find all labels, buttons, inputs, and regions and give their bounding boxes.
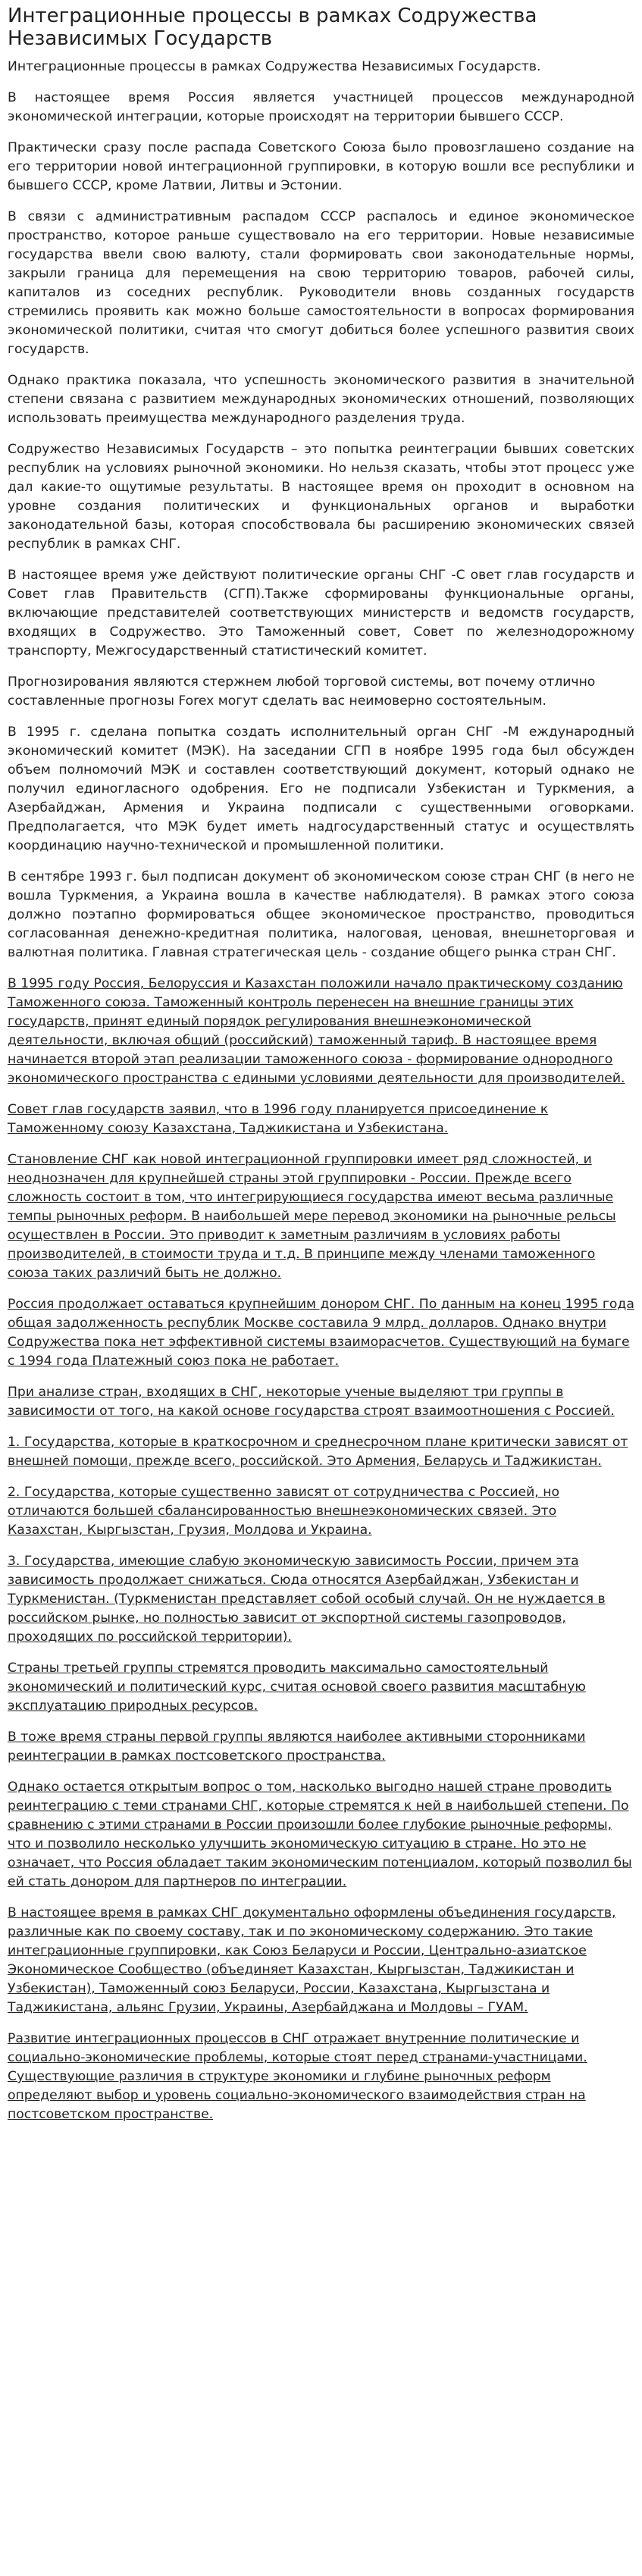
link-paragraph[interactable]: В настоящее время в рамках СНГ документально оформлены объединения государств, различные как по своему составу, так и по экономическому содержанию. Это такие интеграционные группировки, как Союз Беларуси и России, Центрально-азиатское Экономическое Сообщество (объединяет Казахстан, Кыргызстан, Таджикистан и Узбекистан), Таможенный союз Беларуси, России, Казахстана, Кыргызстана и Таджикистана, альянс Грузии, Украины, Азербайджана и Молдовы – ГУАМ.: [8, 1905, 616, 2015]
paragraph: В сентябре 1993 г. был подписан документ об экономическом союзе стран СНГ (в него не вошла Туркмения, а Украина вошла в качестве наблюдателя). В рамках этого союза должно поэтапно формироваться общее экономическое пространство, проводиться согласованная денежно-кредитная политика, налоговая, ценовая, внешнеторговая и валютная политика. Главная стратегическая цель - создание общего рынка стран СНГ.: [8, 869, 634, 960]
paragraph: Прогнозирования являются стержнем любой торговой системы, вот почему отлично составленные прогнозы Forex могут сделать вас неимоверно состоятельным.: [8, 675, 596, 709]
paragraph: В настоящее время уже действуют политические органы СНГ -С овет глав государств и Совет глав Правительств (СГП).Также сформированы функциональные органы, включающие представителей соответствующих министерств и ведомств государств, входящих в Содружество. Это Таможенный совет, Совет по железнодорожному транспорту, Межгосударственный статистический комитет.: [8, 568, 634, 659]
paragraph: Однако практика показала, что успешность экономического развития в значительной степени связана с развитием международных экономических отношений, позволяющих использовать преимущества международного разделения труда.: [8, 373, 634, 426]
list-item-group-2[interactable]: 2. Государства, которые существенно зависят от сотрудничества с Россией, но отличаются большей сбалансированностью внешнеэкономических связей. Это Казахстан, Кыргызстан, Грузия, Молдова и Украина.: [8, 1485, 559, 1538]
link-paragraph[interactable]: Россия продолжает оставаться крупнейшим донором СНГ. По данным на конец 1995 года общая задолженность республик Москве составила 9 млрд. долларов. Однако внутри Содружества пока нет эффективной системы взаиморасчетов. Существующий на бумаге с 1994 года Платежный союз пока не работает.: [8, 1297, 634, 1369]
link-paragraph[interactable]: В тоже время страны первой группы являются наиболее активными сторонниками реинтеграции в рамках постсоветского пространства.: [8, 1729, 586, 1764]
paragraph: В 1995 г. сделана попытка создать исполнительный орган СНГ -М еждународный экономический комитет (МЭК). На заседании СГП в ноябре 1995 года был обсужден объем полномочий МЭК и составлен соответствующий документ, который однако не получил единогласного одобрения. Его не подписали Узбекистан и Туркмения, а Азербайджан, Армения и Украина подписали с существенными оговорками. Предполагается, что МЭК будет иметь надгосударственный статус и осуществлять координацию научно-технической и промышленной политики.: [8, 725, 634, 853]
link-paragraph[interactable]: Совет глав государств заявил, что в 1996 году планируется присоединение к Таможенному союзу Казахстана, Таджикистана и Узбекистана.: [8, 1102, 549, 1136]
link-paragraph[interactable]: Страны третьей группы стремятся проводить максимально самостоятельный экономический и политический курс, считая основой своего развития масштабную эксплуатацию природных ресурсов.: [8, 1660, 586, 1714]
paragraph: Практически сразу после распада Советского Союза было провозглашено создание на его территории новой интеграционной группировки, в которую вошли все республики и бывшего СССР, кроме Латвии, Литвы и Эстонии.: [8, 140, 634, 193]
link-paragraph[interactable]: В 1995 году Россия, Белоруссия и Казахстан положили начало практическому созданию Таможенного союза. Таможенный контроль перенесен на внешние границы этих государств, принят единый порядок регулирования внешнеэкономической деятельности, включая общий (российский) таможенный тариф. В настоящее время начинается второй этап реализации таможенного союза - формирование однородного экономического пространства с едиными условиями деятельности для производителей.: [8, 976, 625, 1086]
page-title: Интеграционные процессы в рамках Содружества Независимых Государств: [8, 5, 537, 50]
paragraph: Содружество Независимых Государств – это попытка реинтеграции бывших советских республик на условиях рыночной экономики. Но нельзя сказать, чтобы этот процесс уже дал какие-то ощутимые результаты. В настоящее время он проходит в основном на уровне создания политических и функциональных органов и выработки законодательной базы, которая способствовала бы расширению экономических связей республик в рамках СНГ.: [8, 442, 634, 552]
link-paragraph[interactable]: Развитие интеграционных процессов в СНГ отражает внутренние политические и социально-экономические проблемы, которые стоят перед странами-участницами. Существующие различия в структуре экономики и глубине рыночных реформ определяют выбор и уровень социально-экономического взаимодействия стран на постсоветском пространстве.: [8, 2031, 587, 2122]
link-paragraph[interactable]: Становление СНГ как новой интеграционной группировки имеет ряд сложностей, и неоднозначен для крупнейшей страны этой группировки - России. Прежде всего сложность состоит в том, что интегрирующиеся государства имеют весьма различные темпы рыночных реформ. В наибольшей мере перевод экономики на рыночные рельсы осуществлен в России. Это приводит к заметным различиям в условиях работы производителей, в стоимости труда и т.д. В принципе между членами таможенного союза таких различий быть не должно.: [8, 1152, 616, 1281]
list-item-group-3[interactable]: 3. Государства, имеющие слабую экономическую зависимость России, причем эта зависимость продолжает снижаться. Сюда относятся Азербайджан, Узбекистан и Туркменистан. (Туркменистан представляет собой особый случай. Он не нуждается в российском рынке, но полностью зависит от экспортной системы газопроводов, проходящих по российской территории).: [8, 1554, 606, 1645]
paragraph: Интеграционные процессы в рамках Содружества Независимых Государств.: [8, 59, 541, 74]
paragraph: В настоящее время Россия является участницей процессов международной экономической интеграции, которые происходят на территории бывшего СССР.: [8, 90, 634, 124]
list-item-group-1[interactable]: 1. Государства, которые в краткосрочном и среднесрочном плане критически зависят от внешней помощи, прежде всего, российской. Это Армения, Беларусь и Таджикистан.: [8, 1435, 628, 1469]
link-paragraph[interactable]: Однако остается открытым вопрос о том, насколько выгодно нашей стране проводить реинтеграцию с теми странами СНГ, которые стремятся к ней в наибольшей степени. По сравнению с этими странами в России произошли более глубокие рыночные реформы, что и позволило несколько улучшить экономическую ситуацию в стране. Но это не означает, что Россия обладает таким экономическим потенциалом, который позволил бы ей стать донором для партнеров по интеграции.: [8, 1779, 632, 1889]
link-paragraph[interactable]: При анализе стран, входящих в СНГ, некоторые ученые выделяют три группы в зависимости от того, на какой основе государства строят взаимоотношения с Россией.: [8, 1385, 615, 1419]
paragraph: В связи с административным распадом СССР распалось и единое экономическое пространство, которое раньше существовало на его территории. Новые независимые государства ввели свою валюту, стали формировать свои законодательные нормы, закрыли граница для перемещения на свою территорию товаров, рабочей силы, капиталов из соседних республик. Руководители вновь созданных государств стремились проявить как можно больше самостоятельности в вопросах формирования экономической политики, считая что смогут добиться более успешного развития своих государств.: [8, 209, 634, 357]
